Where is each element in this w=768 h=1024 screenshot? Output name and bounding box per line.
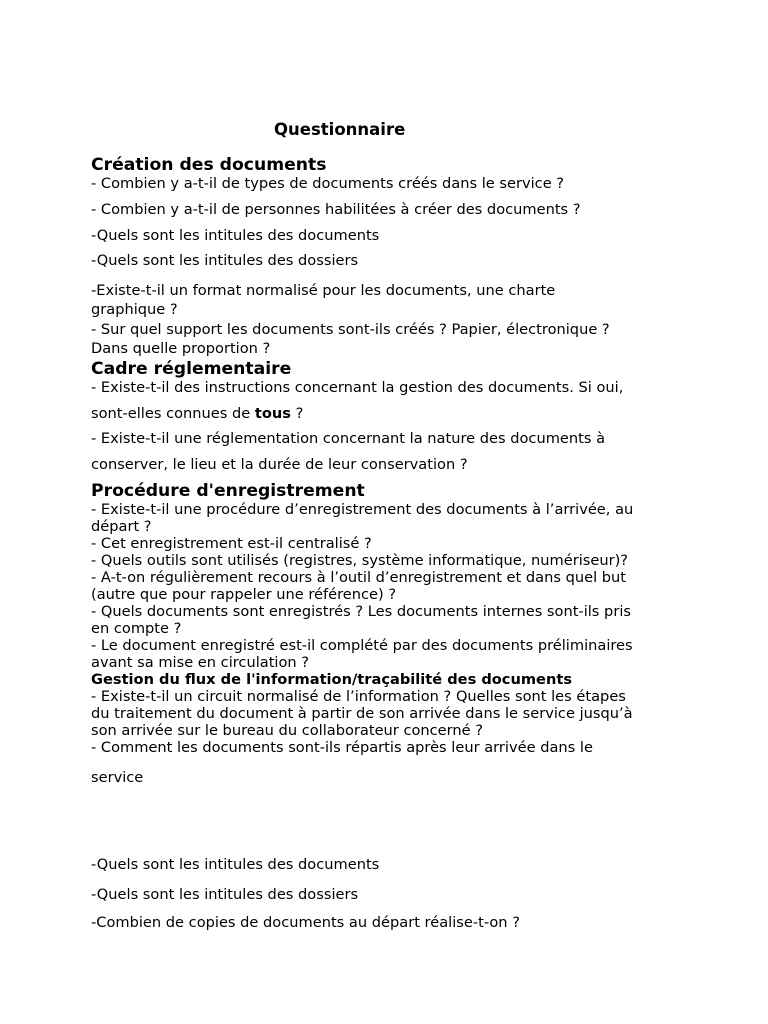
section-heading-creation: Création des documents xyxy=(91,155,327,175)
section-heading-gestion: Gestion du flux de l'information/traçabilité des documents xyxy=(91,671,573,688)
question-line: -Quels sont les intitules des dossiers xyxy=(91,886,359,903)
question-line: - Quels documents sont enregistrés ? Les documents internes sont-ils pris xyxy=(91,603,631,620)
question-line: -Quels sont les intitules des documents xyxy=(91,227,380,244)
question-line: (autre que pour rappeler une référence) ? xyxy=(91,586,397,603)
question-line xyxy=(91,405,303,422)
question-line: conserver, le lieu et la durée de leur conservation ? xyxy=(91,456,468,473)
question-line: - Existe-t-il un circuit normalisé de l’information ? Quelles sont les étapes xyxy=(91,688,626,705)
question-line: -Quels sont les intitules des documents xyxy=(91,856,380,873)
question-line: - Existe-t-il une réglementation concernant la nature des documents à xyxy=(91,430,606,447)
section-heading-procedure: Procédure d'enregistrement xyxy=(91,481,365,501)
question-line: - Combien y a-t-il de personnes habilitées à créer des documents ? xyxy=(91,201,581,218)
question-line: Dans quelle proportion ? xyxy=(91,340,271,357)
question-line: - Sur quel support les documents sont-ils créés ? Papier, électronique ? xyxy=(91,321,610,338)
question-line: graphique ? xyxy=(91,301,178,318)
question-text: ? xyxy=(290,405,304,422)
question-line: - Combien y a-t-il de types de documents créés dans le service ? xyxy=(91,175,565,192)
question-line: - Le document enregistré est-il complété par des documents préliminaires xyxy=(91,637,633,654)
question-line: -Quels sont les intitules des dossiers xyxy=(91,252,359,269)
question-line: départ ? xyxy=(91,518,152,535)
question-line: - Existe-t-il une procédure d’enregistrement des documents à l’arrivée, au xyxy=(91,501,634,518)
question-line: -Existe-t-il un format normalisé pour les documents, une charte xyxy=(91,282,556,299)
question-line: - Comment les documents sont-ils répartis après leur arrivée dans le xyxy=(91,739,593,756)
question-line: - Existe-t-il des instructions concernant la gestion des documents. Si oui, xyxy=(91,379,624,396)
section-heading-cadre: Cadre réglementaire xyxy=(91,359,292,379)
question-line: -Combien de copies de documents au départ réalise-t-on ? xyxy=(91,914,520,931)
question-line: - Quels outils sont utilisés (registres, système informatique, numériseur)? xyxy=(91,552,629,569)
question-line: avant sa mise en circulation ? xyxy=(91,654,310,671)
page-title: Questionnaire xyxy=(274,120,406,139)
question-line: service xyxy=(91,769,144,786)
question-line: son arrivée sur le bureau du collaborateur concerné ? xyxy=(91,722,484,739)
question-line: du traitement du document à partir de son arrivée dans le service jusqu’à xyxy=(91,705,633,722)
question-line: - Cet enregistrement est-il centralisé ? xyxy=(91,535,372,552)
question-line: en compte ? xyxy=(91,620,182,637)
question-line: - A-t-on régulièrement recours à l’outil d’enregistrement et dans quel but xyxy=(91,569,627,586)
emphasis-text: tous xyxy=(254,405,291,422)
question-text: sont-elles connues de xyxy=(91,405,255,422)
